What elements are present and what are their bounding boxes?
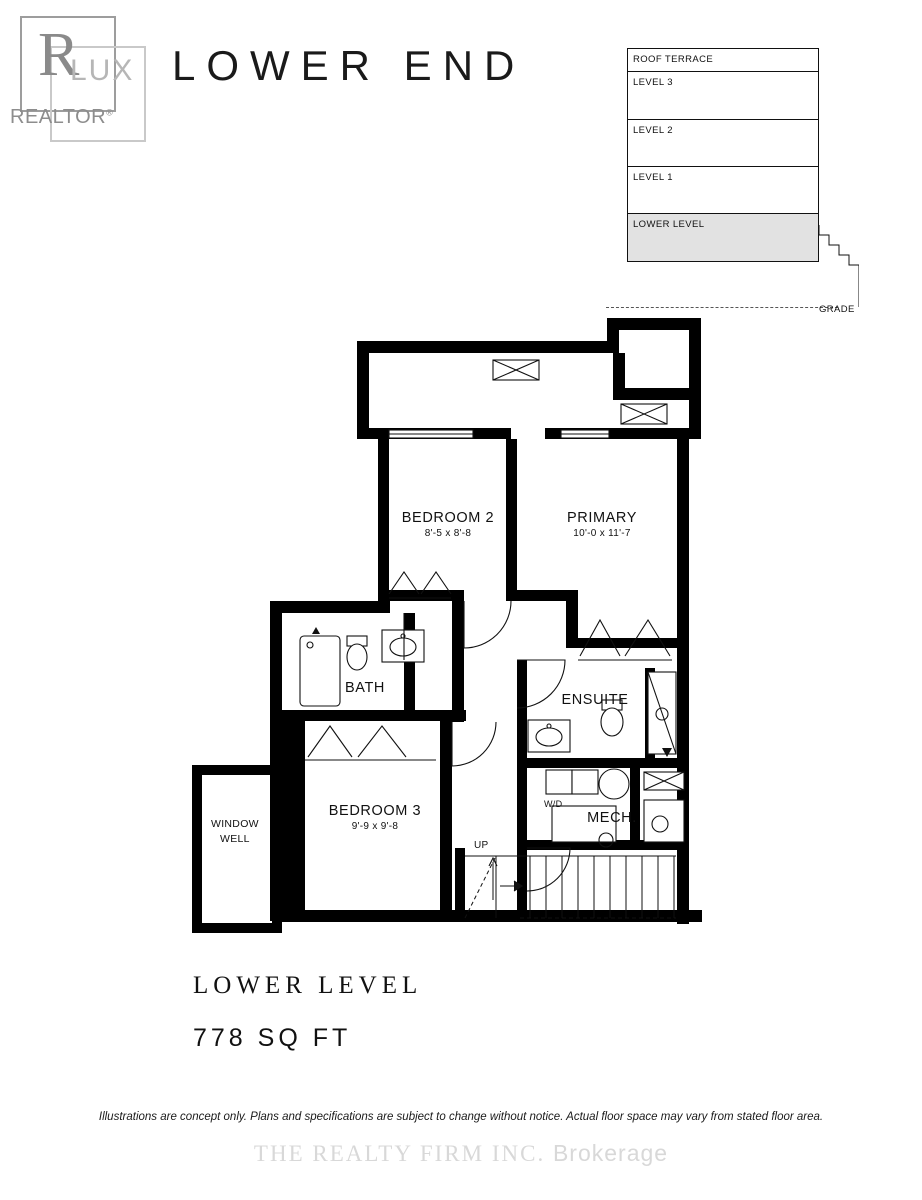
annotation-window-well-line1: WINDOW bbox=[211, 818, 259, 830]
room-dims-primary: 10'-0 x 11'-7 bbox=[573, 528, 631, 539]
level-label-level-3: LEVEL 3 bbox=[633, 77, 673, 88]
level-label-level-2: LEVEL 2 bbox=[633, 125, 673, 136]
room-name-ensuite: ENSUITE bbox=[561, 692, 629, 708]
room-name-bedroom-2: BEDROOM 2 bbox=[401, 510, 495, 526]
logo-wordmark-lux: LUX bbox=[70, 54, 135, 87]
annotation-window-well-line2: WELL bbox=[220, 833, 250, 845]
room-dims-bedroom-3: 9'-9 x 9'-8 bbox=[351, 821, 399, 832]
logo-realtor-label: REALTOR bbox=[10, 106, 107, 128]
room-dims-bedroom-2: 8'-5 x 8'-8 bbox=[424, 528, 472, 539]
room-name-bedroom-3: BEDROOM 3 bbox=[328, 803, 422, 819]
room-label-mech bbox=[537, 810, 687, 826]
annotation-stairs-up: UP bbox=[474, 840, 489, 851]
room-label-primary bbox=[497, 510, 707, 539]
level-label-level-1: LEVEL 1 bbox=[633, 172, 673, 183]
room-label-ensuite bbox=[505, 692, 685, 708]
room-label-bath bbox=[290, 680, 440, 696]
page-title: LOWER END bbox=[172, 42, 526, 89]
disclaimer-text: Illustrations are concept only. Plans and specifications are subject to change without notice. Actual floor space may vary from stated floor area. bbox=[98, 1111, 824, 1123]
watermark-secondary: Brokerage bbox=[552, 1140, 669, 1166]
area-caption: 778 SQ FT bbox=[193, 1024, 352, 1052]
annotation-washer-dryer: W/D bbox=[544, 799, 563, 809]
room-name-bath: BATH bbox=[345, 680, 385, 696]
registered-mark-icon: ® bbox=[106, 107, 114, 118]
grade-label: GRADE bbox=[819, 304, 855, 315]
level-caption: LOWER LEVEL bbox=[193, 972, 423, 999]
watermark-primary: THE REALTY FIRM INC. bbox=[253, 1141, 546, 1166]
level-label-lower-level: LOWER LEVEL bbox=[633, 219, 705, 230]
room-name-mech: MECH. bbox=[587, 810, 637, 826]
room-name-primary: PRIMARY bbox=[566, 510, 637, 526]
logo-letter-r: R bbox=[38, 21, 80, 89]
level-label-roof-terrace: ROOF TERRACE bbox=[633, 54, 714, 65]
watermark bbox=[0, 1140, 922, 1167]
room-label-bedroom-3 bbox=[270, 803, 480, 832]
